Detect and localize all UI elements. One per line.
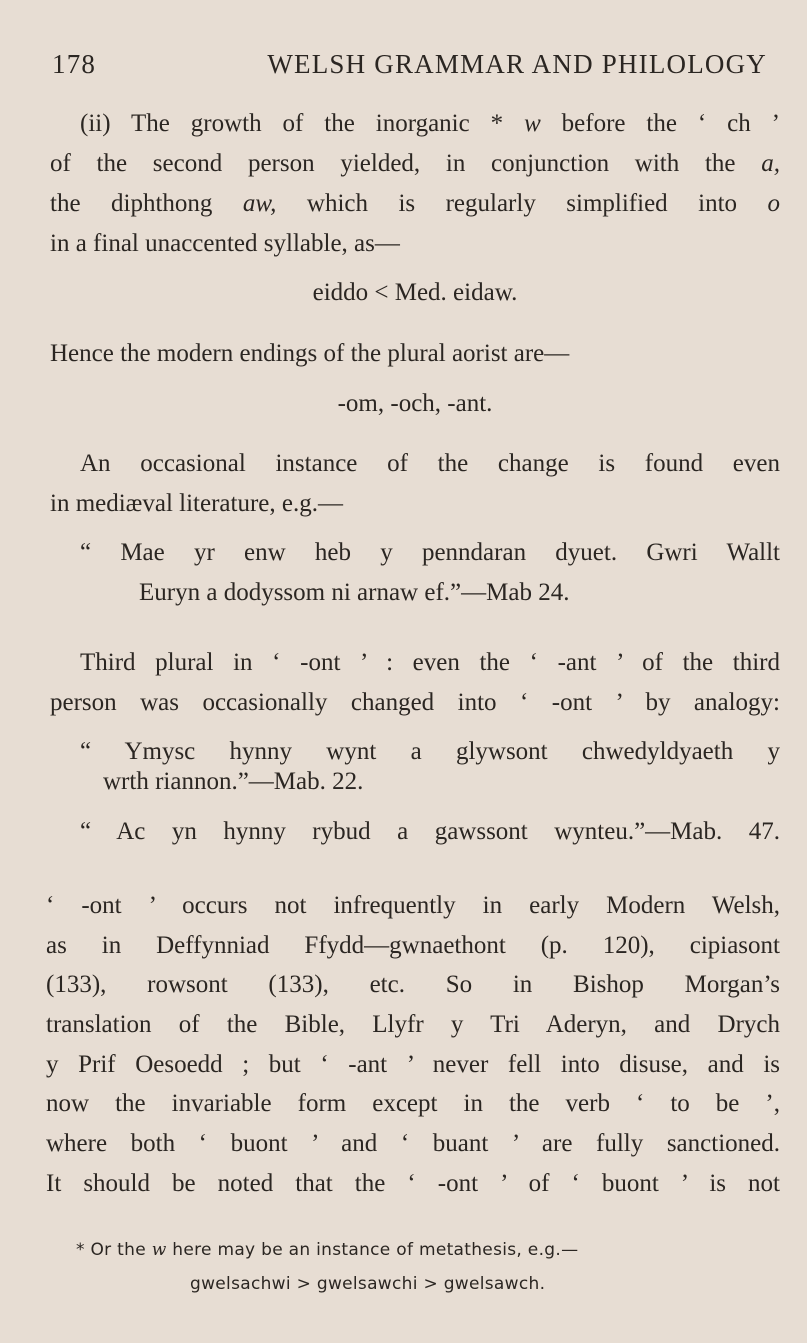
footnote-line2: gwelsachwi > gwelsawchi > gwelsawch. (190, 1274, 546, 1294)
para1-line1: (ii) The growth of the inorganic * w before the ‘ ch ’ (80, 110, 780, 137)
quote3: “ Ac yn hynny rybud a gawssont wynteu.”—Mab. 47. (80, 818, 780, 845)
para1-line3: the diphthong aw, which is regularly simplified into o (50, 190, 780, 217)
quote2-line2: wrth riannon.”—Mab. 22. (103, 768, 364, 795)
running-header (52, 49, 767, 79)
quote1-line1: “ Mae yr enw heb y penndaran dyuet. Gwri Wallt (80, 539, 780, 566)
endings: -om, -och, -ant. (337, 390, 493, 417)
para4-line1: Third plural in ‘ -ont ’ : even the ‘ -ant ’ of the third (80, 649, 780, 676)
footnote-line1: * Or the w here may be an instance of metathesis, e.g.— (76, 1240, 579, 1260)
para4-line2: person was occasionally changed into ‘ -ont ’ by analogy: (50, 689, 780, 716)
example-eiddo: eiddo < Med. eidaw. (312, 279, 518, 306)
para3-line2: in mediæval literature, e.g.— (50, 490, 343, 517)
quote1-line2: Euryn a dodyssom ni arnaw ef.”—Mab 24. (139, 579, 570, 606)
quote2-line1: “ Ymysc hynny wynt a glywsont chwedyldyaeth y (80, 738, 780, 765)
para5-line1: ‘ -ont ’ occurs not infrequently in early Modern Welsh, (46, 892, 780, 919)
page-number: 178 (52, 49, 97, 79)
para5-line7: where both ‘ buont ’ and ‘ buant ’ are fully sanctioned. (46, 1130, 780, 1157)
para3-line1: An occasional instance of the change is found even (80, 450, 780, 477)
para5-line2: as in Deffynniad Ffydd—gwnaethont (p. 120), cipiasont (46, 932, 780, 959)
para5-line3: (133), rowsont (133), etc. So in Bishop Morgan’s (46, 971, 780, 998)
para2: Hence the modern endings of the plural aorist are— (50, 340, 570, 367)
para5-line6: now the invariable form except in the verb ‘ to be ’, (46, 1090, 780, 1117)
para1-line4: in a final unaccented syllable, as— (50, 230, 400, 257)
running-title: WELSH GRAMMAR AND PHILOLOGY (267, 49, 767, 79)
para1-line2: of the second person yielded, in conjunction with the a, (50, 150, 780, 177)
para5-line5: y Prif Oesoedd ; but ‘ -ant ’ never fell into disuse, and is (46, 1051, 780, 1078)
para5-line8: It should be noted that the ‘ -ont ’ of ‘ buont ’ is not (46, 1170, 780, 1197)
para5-line4: translation of the Bible, Llyfr y Tri Aderyn, and Drych (46, 1011, 780, 1038)
